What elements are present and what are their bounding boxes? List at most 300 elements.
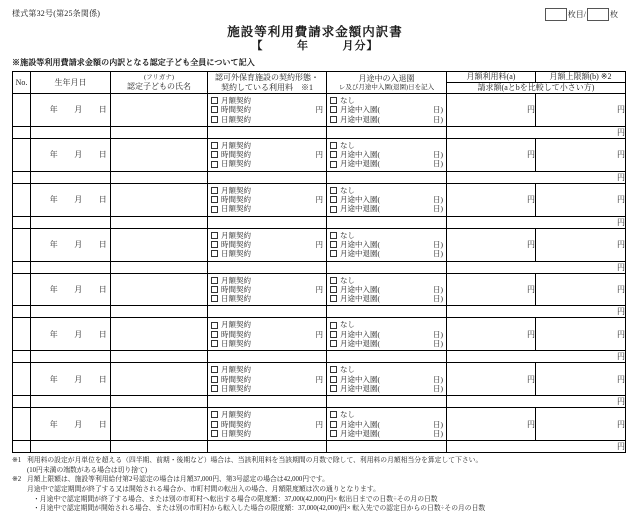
billed-spacer-no [13,441,31,453]
inout-option[interactable] [330,375,443,384]
inout-list [327,318,446,350]
inout-label: 月途中入園( [340,239,380,249]
contract-label: 日額契約 [221,204,251,214]
billed-row [13,351,626,363]
breakdown-table [12,71,626,453]
monthly-cap-cell[interactable]: 円 [536,138,626,171]
contract-type-cell [208,273,327,306]
contract-list [208,229,326,261]
table-row [13,183,626,216]
checkbox-icon[interactable] [330,241,337,248]
mid-month-inout-cell [327,408,447,441]
period-year-label: 年 [297,40,309,52]
monthly-cap-cell[interactable]: 円 [536,363,626,396]
inout-option[interactable] [330,249,443,258]
birthdate-cell[interactable] [31,228,111,261]
checkbox-icon[interactable] [211,232,218,239]
contract-tail: 円 [315,419,323,429]
row-number-cell[interactable] [13,363,31,396]
footnotes [12,456,618,514]
checkbox-icon[interactable] [330,411,337,418]
monthly-cap-cell[interactable]: 円 [536,273,626,306]
billed-spacer-inout [327,306,447,318]
contract-label: 時間契約 [221,195,251,205]
contract-label: 時間契約 [221,150,251,160]
contract-option[interactable] [211,195,323,204]
contract-tail: 円 [315,195,323,205]
inout-label: 月途中退園( [340,294,380,304]
checkbox-icon[interactable] [211,241,218,248]
contract-option[interactable] [211,410,323,419]
mid-month-inout-cell [327,94,447,127]
mid-month-inout-cell [327,183,447,216]
inout-label: 月途中入園( [340,195,380,205]
footnote-2-bullet-2: ・月途中で認定期間が開始される場合、または別の市町村から転入した場合の限度額：37,000(42,000)円× 転入先での認定日からの日数÷その月の日数 [33,505,486,513]
child-name-cell[interactable] [111,318,208,351]
inout-option[interactable] [330,285,443,294]
birth-year-label: 年 [49,195,59,205]
inout-tail: 日) [433,249,443,259]
checkbox-icon[interactable] [211,97,218,104]
inout-option[interactable] [330,429,443,438]
row-number-cell[interactable] [13,318,31,351]
billed-spacer-no [13,126,31,138]
footnote-2-bullet-1: ・月途中で認定期間が終了する場合、または別の市町村へ転出する場合の限度額：37,000(42,000)円× 転出日までの日数÷その月の日数 [33,495,438,503]
contract-option[interactable] [211,231,323,240]
checkbox-icon[interactable] [330,187,337,194]
checkbox-icon[interactable] [330,385,337,392]
row-number-cell[interactable] [13,94,31,127]
header-monthly-cap: 月額上限額(b) ※2 [536,72,626,83]
birth-month-label: 月 [74,105,83,115]
contract-label: 日額契約 [221,383,251,393]
inout-label: 月途中入園( [340,150,380,160]
checkbox-icon[interactable] [211,250,218,257]
inout-label: なし [340,365,355,375]
inout-list [327,184,446,216]
contract-tail: 円 [315,284,323,294]
inout-label: 月途中退園( [340,114,380,124]
contract-label: 月額契約 [221,96,251,105]
row-number-cell[interactable] [13,183,31,216]
checkbox-icon[interactable] [211,196,218,203]
row-number-cell[interactable] [13,408,31,441]
checkbox-icon[interactable] [211,187,218,194]
contract-option[interactable] [211,320,323,329]
checkbox-icon[interactable] [211,161,218,168]
contract-tail: 円 [315,329,323,339]
inout-label: なし [340,275,355,285]
billed-spacer-no [13,171,31,183]
inout-list [327,363,446,395]
contract-list [208,94,326,126]
checkbox-icon[interactable] [330,116,337,123]
contract-option[interactable] [211,294,323,303]
inout-tail: 日) [433,105,443,115]
checkbox-icon[interactable] [211,106,218,113]
contract-option[interactable] [211,365,323,374]
checkbox-icon[interactable] [330,430,337,437]
billed-spacer-birth [31,126,111,138]
monthly-fee-cell[interactable]: 円 [447,94,536,127]
checkbox-icon[interactable] [330,142,337,149]
inout-option[interactable] [330,339,443,348]
checkbox-icon[interactable] [330,340,337,347]
table-row [13,94,626,127]
child-name-cell[interactable] [111,94,208,127]
checkbox-icon[interactable] [211,385,218,392]
header-mid-month-inout [327,72,447,94]
contract-label: 日額契約 [221,159,251,169]
footnote-2-line2: 月途中で認定期間が終了する又は開始される場合か、市町村間の転出入の場合、月額限度額は次の通りとなります。 [27,485,380,493]
monthly-cap-cell[interactable]: 円 [536,183,626,216]
footnote-2-line1: 月額上限額は、施設等利用給付第2号認定の場合は月額37,000円、第3号認定の場合は42,000円です。 [27,476,329,484]
contract-option[interactable] [211,249,323,258]
checkbox-icon[interactable] [211,277,218,284]
checkbox-icon[interactable] [211,116,218,123]
checkbox-icon[interactable] [330,232,337,239]
inout-tail: 日) [433,284,443,294]
birthdate-cell[interactable] [31,408,111,441]
billed-spacer-name [111,261,208,273]
monthly-fee-cell[interactable]: 円 [447,408,536,441]
birth-year-label: 年 [49,105,59,115]
birth-year-label: 年 [49,329,59,339]
contract-option[interactable] [211,96,323,105]
checkbox-icon[interactable] [211,286,218,293]
billed-spacer-inout [327,261,447,273]
inout-list [327,94,446,126]
table-row [13,138,626,171]
birth-day-label: 日 [98,285,108,294]
billed-spacer-inout [327,126,447,138]
contract-tail: 円 [315,239,323,249]
inout-label: なし [340,230,355,240]
row-number-cell[interactable] [13,273,31,306]
billed-spacer-name [111,441,208,453]
contract-tail: 円 [315,105,323,115]
inout-option[interactable] [330,96,443,105]
mid-month-inout-cell [327,273,447,306]
inout-option[interactable] [330,294,443,303]
billed-spacer-contract [208,441,327,453]
page-total-box[interactable] [587,8,609,21]
contract-label: 月額契約 [221,185,251,195]
inout-option[interactable] [330,330,443,339]
contract-label: 時間契約 [221,329,251,339]
inout-option[interactable] [330,320,443,329]
inout-label: 月途中退園( [340,249,380,259]
table-row [13,318,626,351]
mid-month-inout-cell [327,318,447,351]
monthly-fee-cell[interactable]: 円 [447,228,536,261]
contract-option[interactable] [211,420,323,429]
monthly-fee-cell[interactable]: 円 [447,138,536,171]
inout-option[interactable] [330,105,443,114]
billed-spacer-name [111,396,208,408]
billed-spacer-contract [208,306,327,318]
checkbox-icon[interactable] [211,430,218,437]
top-line [12,8,618,24]
child-name-cell[interactable] [111,183,208,216]
checkbox-icon[interactable] [330,277,337,284]
checkbox-icon[interactable] [211,376,218,383]
billed-spacer-birth [31,171,111,183]
billed-row [13,216,626,228]
form-number: 様式第32号(第25条関係) [12,9,101,18]
child-name-cell[interactable] [111,408,208,441]
billed-spacer-inout [327,396,447,408]
inout-label: 月途中入園( [340,329,380,339]
checkbox-icon[interactable] [211,331,218,338]
contract-option[interactable] [211,204,323,213]
monthly-cap-cell[interactable]: 円 [536,318,626,351]
contract-option[interactable] [211,339,323,348]
birth-day-label: 日 [98,150,108,160]
billed-amount-cell[interactable]: 円 [447,126,626,138]
child-name-cell[interactable] [111,228,208,261]
birth-year-label: 年 [49,374,59,384]
inout-tail: 日) [433,419,443,429]
inout-option[interactable] [330,159,443,168]
birth-month-label: 月 [74,419,83,429]
header-name-ruby: (フリガナ) [143,73,174,81]
birth-month-label: 月 [74,374,83,384]
checkbox-icon[interactable] [330,322,337,329]
contract-option[interactable] [211,115,323,124]
checkbox-icon[interactable] [330,295,337,302]
contract-label: 日額契約 [221,428,251,438]
billed-amount-cell[interactable]: 円 [447,171,626,183]
header-birthdate: 生年月日 [31,72,111,94]
birthdate-cell[interactable] [31,94,111,127]
page-current-box[interactable] [545,8,567,21]
header-contract-line2: 契約している利用料 ※1 [221,82,313,92]
checkbox-icon[interactable] [330,286,337,293]
checkbox-icon[interactable] [211,322,218,329]
billed-spacer-no [13,216,31,228]
checkbox-icon[interactable] [330,421,337,428]
checkbox-icon[interactable] [330,250,337,257]
contract-label: 月額契約 [221,230,251,240]
billed-spacer-contract [208,261,327,273]
billed-spacer-name [111,216,208,228]
checkbox-icon[interactable] [330,151,337,158]
contract-option[interactable] [211,429,323,438]
checkbox-icon[interactable] [211,340,218,347]
contract-tail: 円 [315,374,323,384]
billed-amount-cell[interactable]: 円 [447,351,626,363]
checkbox-icon[interactable] [211,206,218,213]
inout-label: 月途中入園( [340,105,380,115]
row-number-cell[interactable] [13,228,31,261]
billed-amount-cell[interactable]: 円 [447,306,626,318]
inout-label: 月途中退園( [340,383,380,393]
inout-tail: 日) [433,339,443,349]
checkbox-icon[interactable] [330,366,337,373]
contract-type-cell [208,363,327,396]
contract-label: 月額契約 [221,365,251,375]
contract-option[interactable] [211,285,323,294]
contract-option[interactable] [211,384,323,393]
billed-row [13,396,626,408]
inout-option[interactable] [330,410,443,419]
birth-month-label: 月 [74,150,83,160]
checkbox-icon[interactable] [330,196,337,203]
inout-option[interactable] [330,231,443,240]
contract-list [208,184,326,216]
birthdate-cell[interactable] [31,318,111,351]
checkbox-icon[interactable] [211,366,218,373]
inout-option[interactable] [330,115,443,124]
monthly-fee-cell[interactable]: 円 [447,318,536,351]
contract-list [208,274,326,306]
inout-list [327,229,446,261]
inout-label: 月途中入園( [340,284,380,294]
footnote-1 [12,456,618,466]
inout-option[interactable] [330,365,443,374]
monthly-fee-cell[interactable]: 円 [447,183,536,216]
billed-spacer-inout [327,216,447,228]
contract-option[interactable] [211,186,323,195]
contract-option[interactable] [211,240,323,249]
inout-tail: 日) [433,374,443,384]
contract-label: 月額契約 [221,410,251,420]
inout-label: なし [340,185,355,195]
mid-month-inout-cell [327,138,447,171]
contract-list [208,363,326,395]
inout-tail: 日) [433,195,443,205]
checkbox-icon[interactable] [211,142,218,149]
contract-option[interactable] [211,330,323,339]
birth-year-label: 年 [49,419,59,429]
birth-day-label: 日 [98,329,108,339]
checkbox-icon[interactable] [330,161,337,168]
inout-option[interactable] [330,384,443,393]
contract-type-cell [208,138,327,171]
header-name-main: 認定子どもの氏名 [127,81,191,91]
contract-label: 日額契約 [221,249,251,259]
contract-label: 時間契約 [221,239,251,249]
checkbox-icon[interactable] [330,206,337,213]
billed-spacer-inout [327,441,447,453]
checkbox-icon[interactable] [330,331,337,338]
birth-month-label: 月 [74,240,83,250]
row-number-cell[interactable] [13,138,31,171]
mid-month-inout-cell [327,363,447,396]
birth-month-label: 月 [74,329,83,339]
contract-option[interactable] [211,375,323,384]
birth-day-label: 日 [98,419,108,429]
inout-option[interactable] [330,276,443,285]
inout-option[interactable] [330,186,443,195]
footnote-2 [12,475,618,485]
billed-row [13,126,626,138]
billed-row [13,306,626,318]
billed-row [13,441,626,453]
inout-label: なし [340,410,355,420]
birth-year-label: 年 [49,150,59,160]
contract-option[interactable] [211,276,323,285]
checkbox-icon[interactable] [211,411,218,418]
table-body [13,94,626,453]
page-title: 施設等利用費請求金額内訳書 [227,25,403,39]
billed-spacer-no [13,396,31,408]
billed-amount-cell[interactable]: 円 [447,441,626,453]
footnote-1-line1: 利用料の設定が月単位を超える（四半期、前期・後期など）場合は、当該利用料を当該期間の月数で除して、利用料の月額相当分を算定して下さい。 [27,457,483,465]
child-name-cell[interactable] [111,363,208,396]
contract-option[interactable] [211,105,323,114]
monthly-cap-cell[interactable]: 円 [536,94,626,127]
monthly-fee-cell[interactable]: 円 [447,363,536,396]
header-contract-type [208,72,327,94]
inout-list [327,274,446,306]
contract-label: 時間契約 [221,419,251,429]
birthdate-cell[interactable] [31,273,111,306]
inout-tail: 日) [433,159,443,169]
checkbox-icon[interactable] [330,106,337,113]
birthdate-cell[interactable] [31,183,111,216]
monthly-cap-cell[interactable]: 円 [536,228,626,261]
inout-label: なし [340,96,355,105]
header-contract-line1: 認可外保育施設の契約形態・ [215,72,319,82]
inout-label: 月途中退園( [340,428,380,438]
inout-option[interactable] [330,240,443,249]
inout-tail: 日) [433,239,443,249]
billed-spacer-no [13,306,31,318]
billed-amount-cell[interactable]: 円 [447,396,626,408]
header-billed-amount: 請求額(aとbを比較して小さい方) [447,83,626,94]
inout-option[interactable] [330,420,443,429]
page-of-label: 枚目/ [567,10,586,19]
birthdate-cell[interactable] [31,138,111,171]
contract-label: 時間契約 [221,284,251,294]
billed-spacer-birth [31,306,111,318]
checkbox-icon[interactable] [211,421,218,428]
contract-option[interactable] [211,141,323,150]
instruction-note: ※施設等利用費請求金額の内訳となる認定子ども全員について記入 [12,58,255,67]
checkbox-icon[interactable] [330,376,337,383]
checkbox-icon[interactable] [330,97,337,104]
inout-option[interactable] [330,195,443,204]
billed-spacer-name [111,306,208,318]
inout-label: 月途中退園( [340,339,380,349]
billed-spacer-birth [31,441,111,453]
birth-day-label: 日 [98,374,108,384]
child-name-cell[interactable] [111,273,208,306]
checkbox-icon[interactable] [211,151,218,158]
period-line [12,40,618,53]
birth-month-label: 月 [74,285,83,294]
inout-option[interactable] [330,204,443,213]
inout-label: 月途中退園( [340,159,380,169]
billed-amount-cell[interactable]: 円 [447,261,626,273]
inout-label: 月途中入園( [340,374,380,384]
inout-option[interactable] [330,141,443,150]
monthly-fee-cell[interactable]: 円 [447,273,536,306]
billed-spacer-no [13,351,31,363]
header-child-name [111,72,208,94]
birth-year-label: 年 [49,285,59,294]
table-row [13,228,626,261]
inout-label: 月途中退園( [340,204,380,214]
monthly-cap-cell[interactable]: 円 [536,408,626,441]
checkbox-icon[interactable] [211,295,218,302]
birthdate-cell[interactable] [31,363,111,396]
contract-option[interactable] [211,159,323,168]
billed-amount-cell[interactable]: 円 [447,216,626,228]
child-name-cell[interactable] [111,138,208,171]
